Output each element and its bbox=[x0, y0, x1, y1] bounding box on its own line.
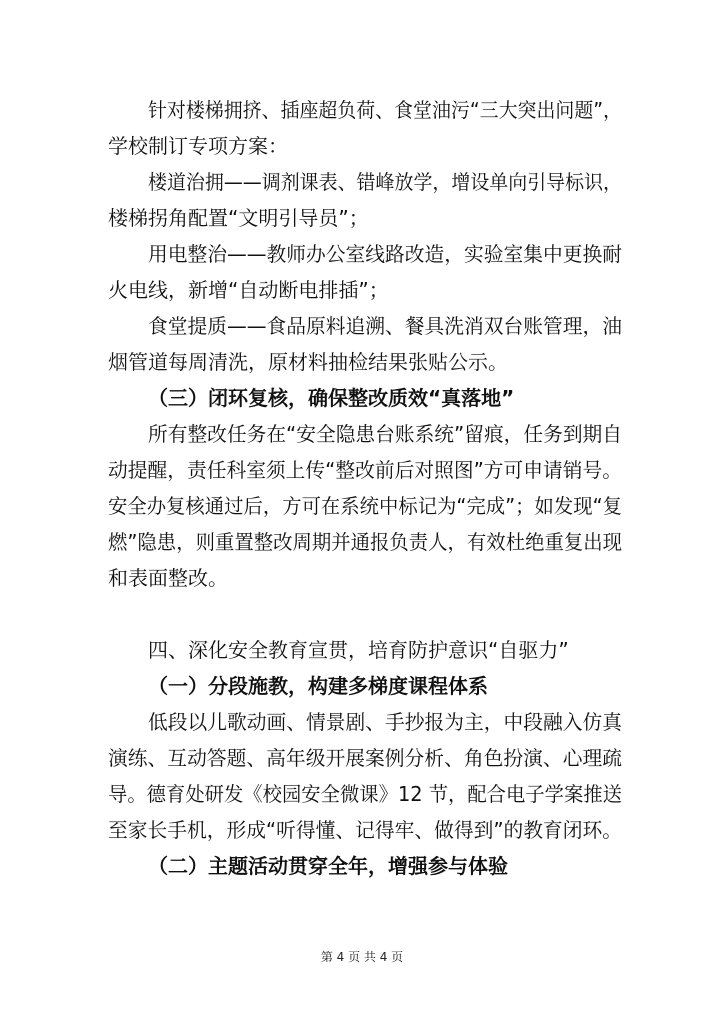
paragraph-gap bbox=[108, 596, 622, 632]
paragraph-line: 和表面整改。 bbox=[108, 566, 228, 590]
paragraph-line: 燃”隐患，则重置整改周期并通报负责人，有效杜绝重复出现 bbox=[108, 530, 622, 554]
paragraph-line: 学校制订专项方案： bbox=[108, 134, 288, 158]
section-heading: （二）主题活动贯穿全年，增强参与体验 bbox=[148, 854, 508, 878]
paragraph-line: 烟管道每周清洗，原材料抽检结果张贴公示。 bbox=[108, 350, 508, 374]
page-number-footer: 第 4 页 共 4 页 bbox=[320, 950, 404, 964]
paragraph-line: 楼道治拥——调剂课表、错峰放学，增设单向引导标识， bbox=[148, 170, 622, 194]
section-heading: （三）闭环复核，确保整改质效“真落地” bbox=[148, 386, 515, 410]
paragraph-line: 导。德育处研发《校园安全微课》12 节，配合电子学案推送 bbox=[108, 782, 622, 806]
paragraph-line: 用电整治——教师办公室线路改造，实验室集中更换耐 bbox=[148, 242, 622, 266]
chapter-heading: 四、深化安全教育宣贯，培育防护意识“自驱力” bbox=[148, 638, 569, 662]
paragraph-line: 楼梯拐角配置“文明引导员”； bbox=[108, 206, 369, 230]
paragraph-line: 针对楼梯拥挤、插座超负荷、食堂油污“三大突出问题”， bbox=[148, 98, 622, 122]
paragraph-line: 动提醒，责任科室须上传“整改前后对照图”方可申请销号。 bbox=[108, 458, 622, 482]
paragraph-line: 食堂提质——食品原料追溯、餐具洗消双台账管理，油 bbox=[148, 314, 622, 338]
paragraph-line: 低段以儿歌动画、情景剧、手抄报为主，中段融入仿真 bbox=[148, 710, 622, 734]
paragraph-line: 至家长手机，形成“听得懂、记得牢、做得到”的教育闭环。 bbox=[108, 818, 622, 842]
document-body bbox=[108, 92, 622, 884]
section-heading: （一）分段施教，构建多梯度课程体系 bbox=[148, 674, 488, 698]
paragraph-line: 安全办复核通过后，方可在系统中标记为“完成”；如发现“复 bbox=[108, 494, 622, 518]
paragraph-line: 火电线，新增“自动断电排插”； bbox=[108, 278, 389, 302]
paragraph-line: 演练、互动答题、高年级开展案例分析、角色扮演、心理疏 bbox=[108, 746, 622, 770]
paragraph-line: 所有整改任务在“安全隐患台账系统”留痕，任务到期自 bbox=[148, 422, 622, 446]
